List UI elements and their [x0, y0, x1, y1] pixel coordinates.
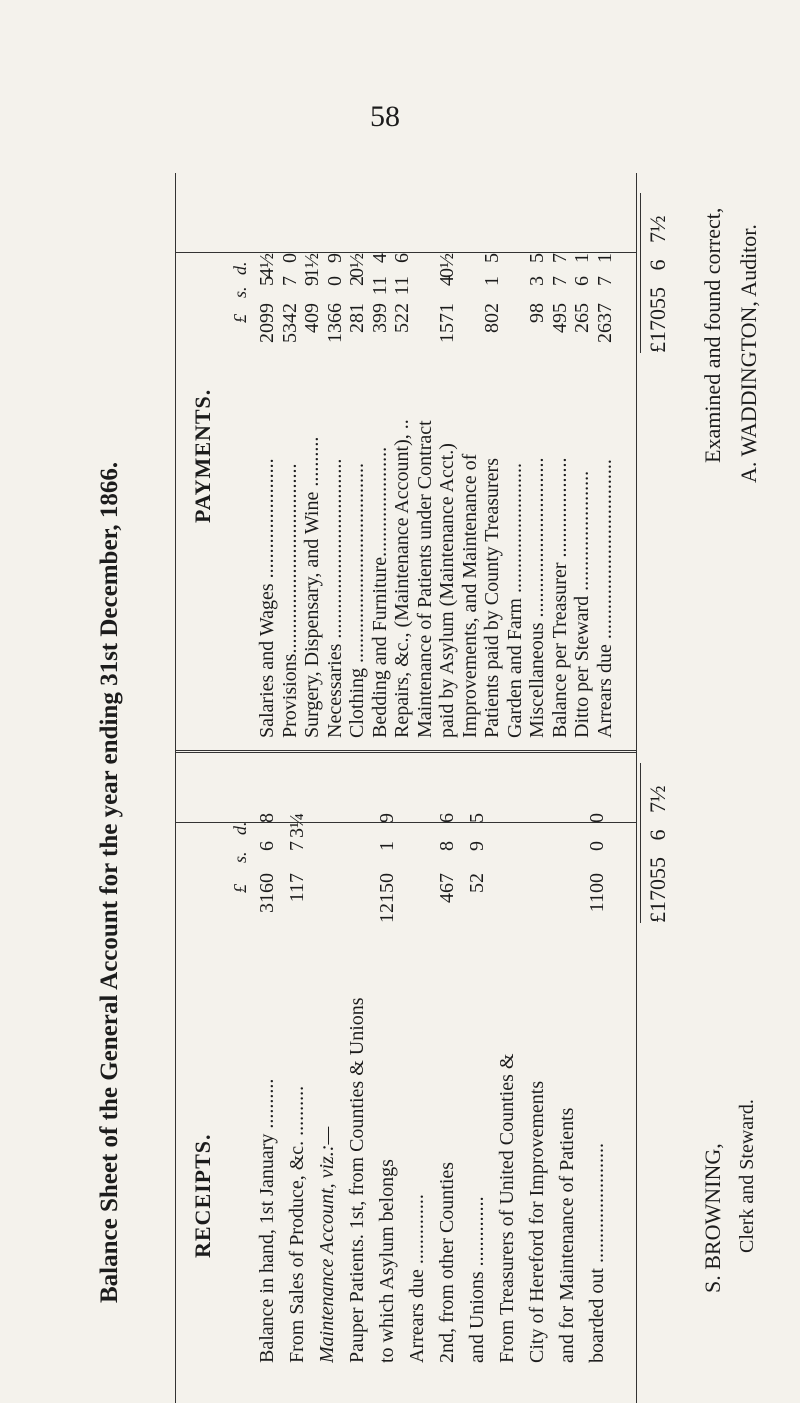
receipt-amount-pence: 6 [436, 813, 458, 823]
receipt-amount-pounds: 52 [466, 873, 488, 893]
receipt-row-label: Pauper Patients. 1st, from Counties & Unions [346, 997, 368, 1363]
payment-amount-shillings: 9 [301, 276, 323, 286]
payment-amount-pounds: 802 [481, 303, 503, 333]
payment-amount-shillings: 0 [323, 276, 346, 286]
payment-amount-pounds: 281 [346, 303, 368, 333]
receipt-amount-shillings: 9 [466, 841, 488, 851]
payment-amount-pence: 7 [548, 253, 571, 263]
payment-row-label: Miscellaneous ................................ [526, 457, 548, 738]
payment-unit-shillings: s. [230, 286, 250, 298]
payment-row-label: Balance per Treasurer .................... [548, 457, 571, 738]
payment-amount-pence: 0 [278, 253, 301, 263]
receipt-row-label: Balance in hand, 1st January .......... [256, 1078, 278, 1363]
payment-amount-pounds: 98 [526, 303, 548, 323]
receipts-total-pence: 7½ [645, 785, 670, 813]
receipt-amount-shillings: 6 [256, 841, 278, 851]
payment-amount-pence: 1 [571, 253, 593, 263]
receipt-amount-shillings: 8 [436, 841, 458, 851]
clerk-name: S. BROWNING, [700, 1143, 725, 1293]
payments-total-pence: 7½ [645, 215, 670, 243]
receipt-amount-shillings: 1 [376, 841, 398, 851]
payment-row-label: Bedding and Furniture...................... [368, 446, 391, 738]
payment-amount-pence: 9 [323, 253, 346, 263]
payment-amount-pence: 0½ [436, 253, 458, 278]
payments-total-rule [640, 193, 641, 353]
payments-total-shillings: 6 [645, 259, 670, 271]
receipt-row-label: and Unions .............. [466, 1196, 488, 1363]
payment-amount-pounds: 265 [571, 303, 593, 333]
payment-amount-shillings: 7 [593, 276, 616, 286]
payments-heading: PAYMENTS. [190, 388, 215, 523]
payment-amount-pounds: 1571 [436, 303, 458, 343]
receipts-total-shillings: 6 [645, 829, 670, 841]
receipt-row-label: boarded out ........................ [586, 1143, 608, 1363]
page-number: 58 [370, 100, 400, 133]
payment-amount-shillings: 5 [256, 276, 278, 286]
receipt-amount-pence: 8 [256, 813, 278, 823]
receipt-amount-pounds: 12150 [376, 873, 398, 923]
receipt-row-label: and for Maintenance of Patients [556, 1107, 578, 1363]
examined-note: Examined and found correct, [700, 207, 725, 463]
receipt-row-label: From Treasurers of United Counties & [496, 1053, 518, 1363]
payment-amount-pence: 5 [481, 253, 503, 263]
receipt-row-label: City of Hereford for Improvements [526, 1080, 548, 1363]
payment-row [594, 173, 622, 1403]
account-table [175, 173, 637, 1403]
payments-total [645, 216, 671, 354]
payment-amount-shillings: 11 [368, 276, 391, 296]
payment-amount-pounds: 399 [368, 303, 391, 333]
document-title: Balance Sheet of the General Account for the year ending 31st December, 1866. [96, 461, 123, 1303]
payment-row-label: Improvements, and Maintenance of [458, 453, 481, 738]
payment-amount-pence: 6 [391, 253, 413, 263]
auditor-name: A. WADDINGTON, Auditor. [736, 224, 761, 483]
receipt-amount-pence: 0 [586, 813, 608, 823]
payment-amount-pence: 5 [526, 253, 548, 263]
payment-row-label: Salaries and Wages ........................ [256, 458, 278, 738]
receipt-row-label: 2nd, from other Counties [436, 1161, 458, 1363]
receipt-amount-pounds: 3160 [256, 873, 278, 913]
receipt-row-label: to which Asylum belongs [376, 1159, 398, 1363]
payment-amount-shillings: 7 [278, 276, 301, 286]
receipts-total-rule [640, 763, 641, 923]
payment-amount-pounds: 5342 [278, 303, 301, 343]
payment-row-label: Garden and Farm .......................... [503, 463, 526, 738]
payment-amount-shillings: 3 [526, 276, 548, 286]
payment-row-label: Surgery, Dispensary, and Wine .......... [301, 436, 323, 738]
payment-row-label: Patients paid by County Treasurers [481, 458, 503, 738]
receipt-row-label: Arrears due .............. [406, 1194, 428, 1363]
receipt-unit-shillings: s. [230, 851, 250, 863]
payment-amount-shillings: 2 [346, 276, 368, 286]
receipt-amount-pounds: 1100 [586, 873, 608, 913]
payment-amount-pence: 1 [593, 253, 616, 263]
payment-row-label: Necessaries .................................... [323, 458, 346, 738]
payment-unit-pence: d. [230, 261, 250, 275]
payment-row-label: Provisions...................................... [278, 463, 301, 738]
payment-amount-pence: 0½ [346, 253, 368, 278]
payments-total-pounds: £17055 [645, 287, 670, 353]
receipts-total-pounds: £17055 [645, 857, 670, 923]
receipt-amount-pence: 9 [376, 813, 398, 823]
payment-amount-shillings: 1 [481, 276, 503, 286]
payment-unit-pounds: £ [230, 314, 250, 323]
payment-amount-pence: 4 [368, 253, 391, 263]
receipt-unit-pounds: £ [230, 884, 250, 893]
payment-amount-pounds: 495 [548, 303, 571, 333]
receipt-amount-pounds: 117 [286, 873, 308, 903]
payment-row-label: Ditto per Steward ........................ [571, 470, 593, 738]
clerk-role: Clerk and Steward. [736, 1099, 758, 1253]
payment-amount-pence: 4½ [256, 253, 278, 278]
payment-amount-shillings: 7 [548, 276, 571, 286]
payment-row-label: paid by Asylum (Maintenance Acct.) [436, 443, 458, 738]
receipts-total [645, 786, 671, 924]
payment-amount-shillings: 6 [571, 276, 593, 286]
payment-amount-pounds: 522 [391, 303, 413, 333]
receipt-row-label: From Sales of Produce, &c. .......... [286, 1085, 308, 1363]
payment-amount-shillings: 11 [391, 276, 413, 296]
payment-amount-pence: 1½ [301, 253, 323, 278]
receipts-heading: RECEIPTS. [190, 1133, 215, 1258]
payment-row-label: Arrears due .................................... [593, 459, 616, 738]
receipt-amount-pence: 5 [466, 813, 488, 823]
receipt-amount-pounds: 467 [436, 873, 458, 903]
payment-amount-pounds: 409 [301, 303, 323, 333]
payment-amount-pounds: 2099 [256, 303, 278, 343]
receipt-row-label: Maintenance Account, viz.:— [316, 1126, 338, 1363]
receipt-amount-shillings: 7 [286, 841, 308, 851]
payment-amount-pounds: 2637 [593, 303, 616, 343]
receipt-amount-shillings: 0 [586, 841, 608, 851]
payments-amount-rule [176, 252, 636, 253]
payment-row-label: Clothing ........................................ [346, 462, 368, 738]
payment-row-label: Maintenance of Patients under Contract [413, 420, 436, 738]
payment-amount-pounds: 1366 [323, 303, 346, 343]
receipt-amount-pence: 3¼ [286, 813, 308, 838]
payment-row-label: Repairs, &c., (Maintenance Account), .. [391, 419, 413, 738]
payment-amount-shillings: 4 [436, 276, 458, 286]
receipt-unit-pence: d. [230, 821, 250, 835]
